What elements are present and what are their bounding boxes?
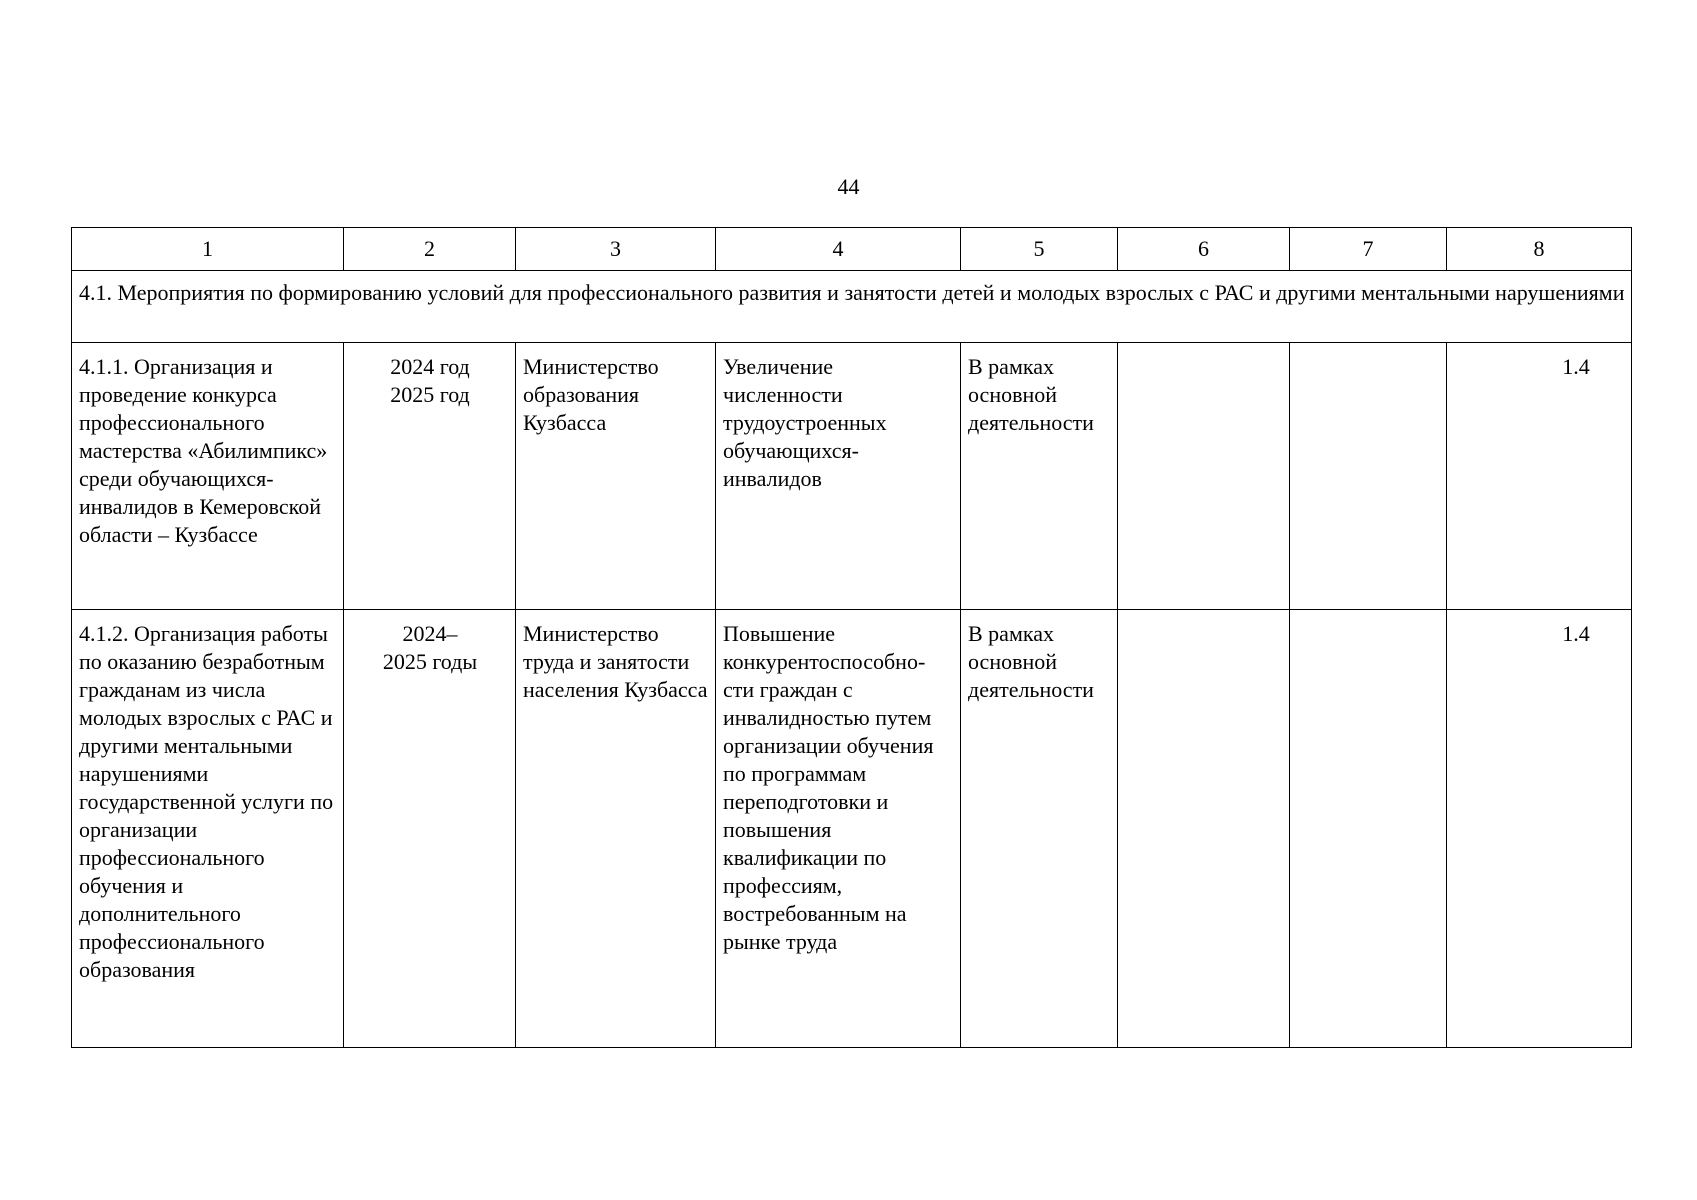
period-cell bbox=[344, 610, 516, 1048]
column-6-cell bbox=[1118, 610, 1290, 1048]
table-row bbox=[72, 343, 1632, 610]
indicator-cell: 1.4 bbox=[1447, 343, 1632, 610]
result-cell: Повышение конкурентоспособно-сти граждан с инвалидностью путем организации обучения по программам переподготовки и повышения квалификации по профессиям, востребованным на рынке труда bbox=[716, 610, 961, 1048]
period-cell bbox=[344, 343, 516, 610]
event-cell: 4.1.1. Организация и проведение конкурса профессионального мастерства «Абилимпикс» среди обучающихся-инвалидов в Кемеровской области – Кузбассе bbox=[72, 343, 344, 610]
funding-cell: В рамках основной деятельности bbox=[961, 610, 1118, 1048]
column-header: 5 bbox=[961, 228, 1118, 271]
responsible-cell: Министерство труда и занятости населения Кузбасса bbox=[516, 610, 716, 1048]
section-heading-row bbox=[72, 271, 1632, 343]
event-cell: 4.1.2. Организация работы по оказанию безработным гражданам из числа молодых взрослых с РАС и другими ментальными нарушениями государственной услуги по организации профессионального обучения и дополнительного профессионального образования bbox=[72, 610, 344, 1048]
period-line: 2024– bbox=[402, 621, 458, 646]
column-number-row bbox=[72, 228, 1632, 271]
period-line: 2025 год bbox=[390, 382, 470, 407]
column-7-cell bbox=[1290, 343, 1447, 610]
result-cell: Увеличение численности трудоустроенных обучающихся-инвалидов bbox=[716, 343, 961, 610]
period-line: 2024 год bbox=[390, 354, 470, 379]
activities-table bbox=[71, 227, 1632, 1048]
column-header: 3 bbox=[516, 228, 716, 271]
column-6-cell bbox=[1118, 343, 1290, 610]
column-header: 8 bbox=[1447, 228, 1632, 271]
period-line: 2025 годы bbox=[382, 649, 478, 674]
column-7-cell bbox=[1290, 610, 1447, 1048]
column-header: 4 bbox=[716, 228, 961, 271]
section-heading: 4.1. Мероприятия по формированию условий для профессионального развития и занятости детей и молодых взрослых с РАС и другими ментальными нарушениями bbox=[72, 271, 1632, 343]
page-number: 44 bbox=[837, 174, 860, 199]
table-row bbox=[72, 610, 1632, 1048]
column-header: 7 bbox=[1290, 228, 1447, 271]
indicator-cell: 1.4 bbox=[1447, 610, 1632, 1048]
column-header: 2 bbox=[344, 228, 516, 271]
funding-cell: В рамках основной деятельности bbox=[961, 343, 1118, 610]
column-header: 1 bbox=[72, 228, 344, 271]
column-header: 6 bbox=[1118, 228, 1290, 271]
responsible-cell: Министерство образования Кузбасса bbox=[516, 343, 716, 610]
